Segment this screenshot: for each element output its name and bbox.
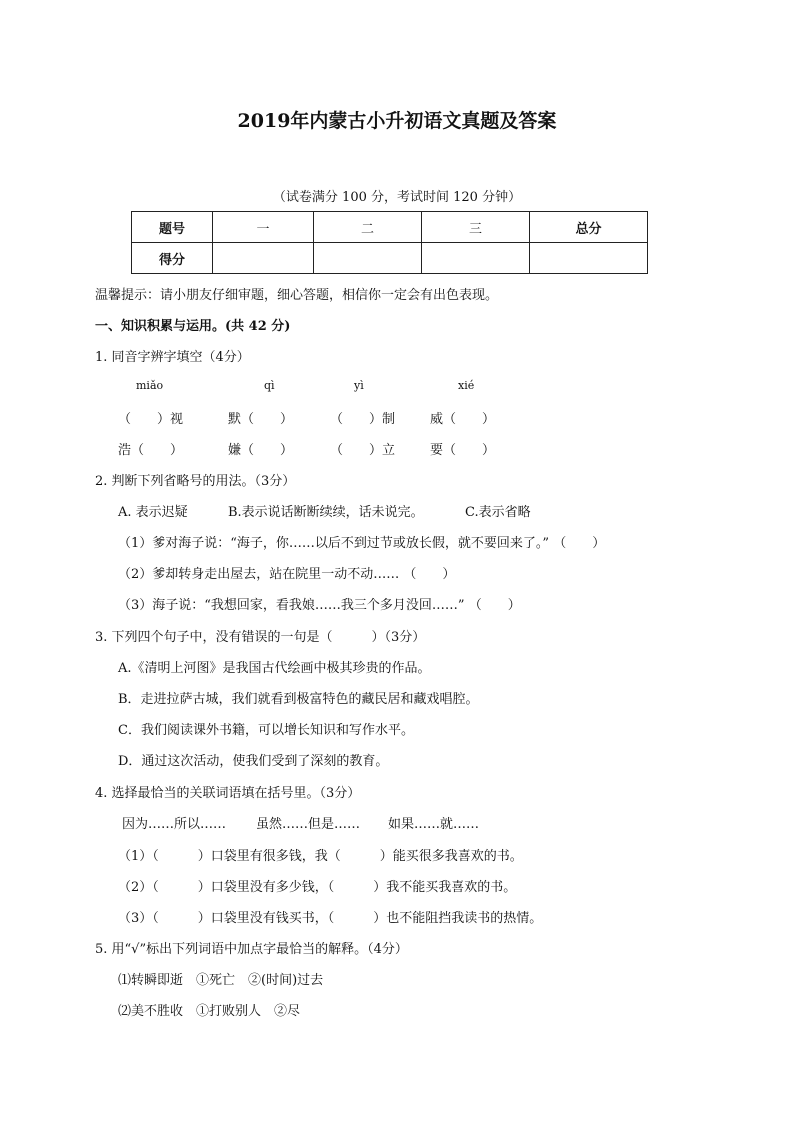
question-title: 5. 用“√”标出下列词语中加点字最恰当的解释。（4分） [95, 942, 408, 957]
score-header-cell: 题号 [132, 212, 213, 243]
fill-item: 浩（ ） [118, 443, 184, 458]
score-header-cell: 总分 [530, 212, 648, 243]
score-cell [530, 243, 648, 274]
option: A. 表示迟疑 [118, 505, 188, 520]
conjunction-word: 如果……就…… [388, 817, 480, 832]
pinyin: xié [458, 379, 475, 392]
question-item: （2）爹却转身走出屋去，站在院里一动不动…… （ ） [118, 567, 456, 582]
exam-note: （试卷满分 100 分，考试时间 120 分钟） [272, 190, 522, 205]
score-header-cell: 三 [422, 212, 530, 243]
score-header-cell: 二 [314, 212, 422, 243]
score-row-label: 得分 [132, 243, 213, 274]
fill-item: （ ）立 [330, 443, 396, 458]
score-cell [422, 243, 530, 274]
conjunction-word: 因为……所以…… [122, 817, 227, 832]
fill-item: 嫌（ ） [228, 443, 294, 458]
fill-item: （ ）视 [118, 412, 184, 427]
question-item: B．走进拉萨古城，我们就看到极富特色的藏民居和藏戏唱腔。 [118, 692, 479, 707]
fill-item: 威（ ） [430, 412, 496, 427]
question-item: （1）（ ）口袋里有很多钱，我（ ）能买很多我喜欢的书。 [118, 849, 523, 864]
score-header-cell: 一 [213, 212, 314, 243]
score-cell [213, 243, 314, 274]
pinyin: miǎo [136, 379, 164, 392]
question-item: （2）（ ）口袋里没有多少钱，（ ）我不能买我喜欢的书。 [118, 880, 517, 895]
score-table [131, 211, 648, 274]
pinyin: qì [264, 379, 275, 392]
score-table-row [132, 243, 648, 274]
pinyin: yì [354, 379, 364, 392]
page-title: 2019年内蒙古小升初语文真题及答案 [237, 110, 557, 132]
question-title: 3. 下列四个句子中，没有错误的一句是（ ）（3分） [95, 630, 426, 645]
question-item: D．通过这次活动，使我们受到了深刻的教育。 [118, 754, 389, 769]
conjunction-word: 虽然……但是…… [256, 817, 361, 832]
question-item: A.《清明上河图》是我国古代绘画中极其珍贵的作品。 [118, 661, 431, 676]
question-item: （3）（ ）口袋里没有钱买书，（ ）也不能阻挡我读书的热情。 [118, 911, 543, 926]
question-item: ⑵美不胜收 ①打败别人 ②尽 [118, 1004, 301, 1019]
option: C.表示省略 [465, 505, 531, 520]
question-title: 1. 同音字辨字填空（4分） [95, 350, 250, 365]
question-item: （1）爹对海子说：“海子，你……以后不到过节或放长假，就不要回来了。” （ ） [118, 536, 606, 551]
score-cell [314, 243, 422, 274]
question-item: （3）海子说：“我想回家，看我娘……我三个多月没回……” （ ） [118, 598, 521, 613]
tip-text: 温馨提示：请小朋友仔细审题，细心答题，相信你一定会有出色表现。 [95, 288, 499, 303]
question-title: 4. 选择最恰当的关联词语填在括号里。（3分） [95, 786, 361, 801]
question-item: ⑴转瞬即逝 ①死亡 ②(时间)过去 [118, 973, 324, 988]
option: B.表示说话断断续续，话未说完。 [228, 505, 424, 520]
question-title: 2. 判断下列省略号的用法。（3分） [95, 474, 296, 489]
fill-item: （ ）制 [330, 412, 396, 427]
score-table-header-row [132, 212, 648, 243]
section-heading: 一、知识积累与运用。(共 42 分) [95, 319, 291, 334]
fill-item: 默（ ） [228, 412, 294, 427]
fill-item: 要（ ） [430, 443, 496, 458]
question-item: C．我们阅读课外书籍，可以增长知识和写作水平。 [118, 723, 414, 738]
